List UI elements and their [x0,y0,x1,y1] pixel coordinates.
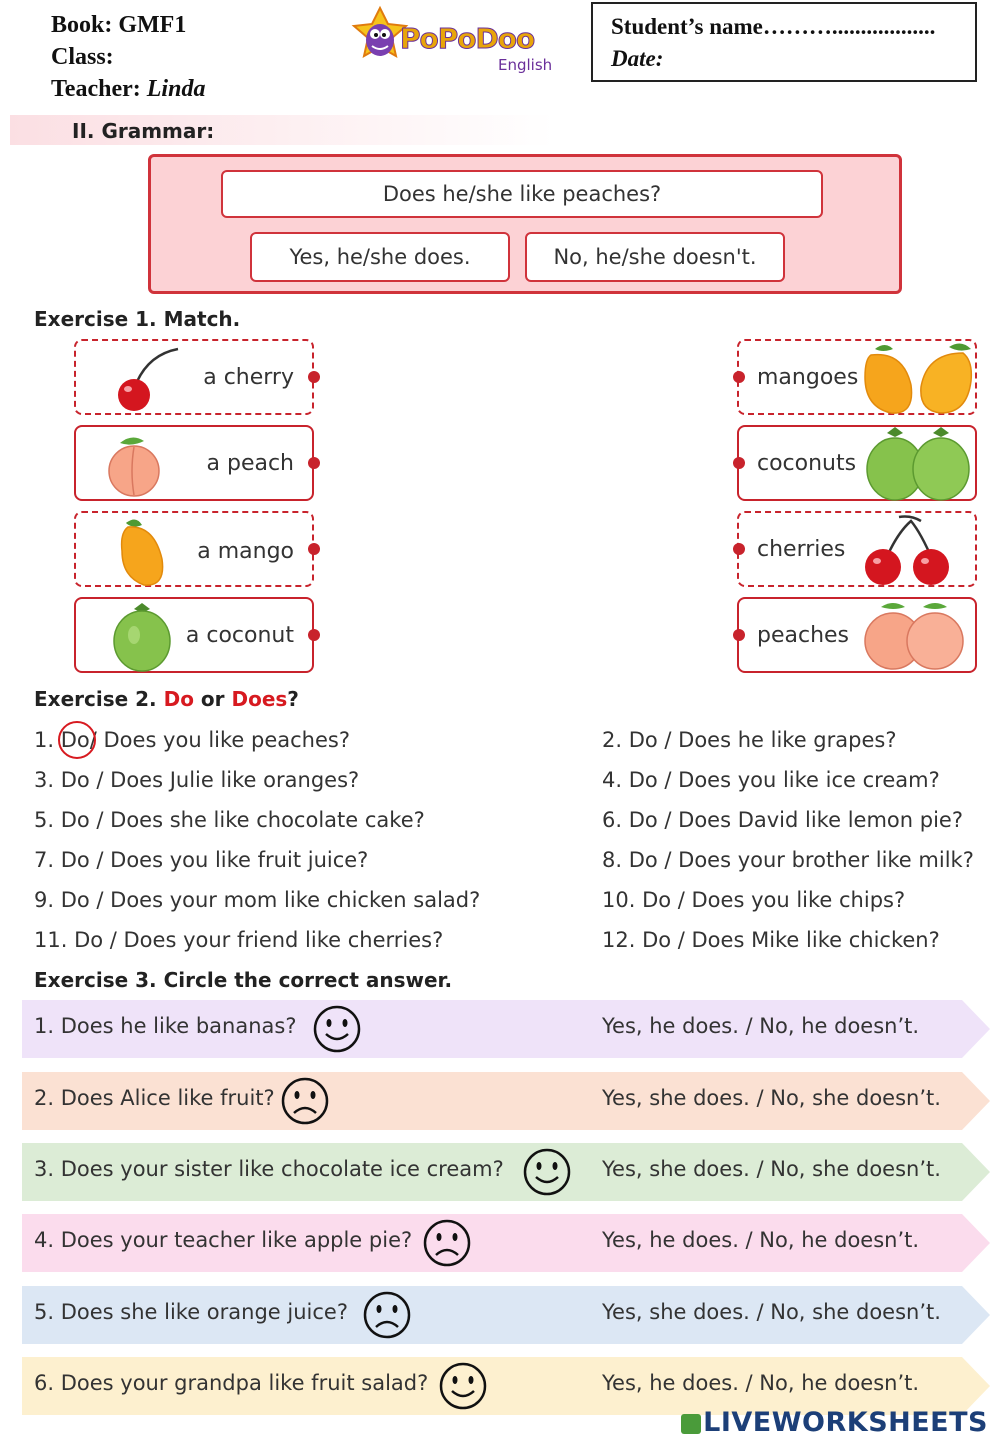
popodoo-logo [350,4,553,76]
question-text: 6. Does your grandpa like fruit salad? [34,1371,429,1395]
cherry-icon [106,345,186,413]
grammar-section-header [10,115,1000,145]
match-dot-left-4[interactable] [308,629,320,641]
student-name-field[interactable]: Student’s name……….................. [611,14,936,39]
answer-options[interactable]: Yes, he does. / No, he doesn’t. [602,1228,920,1252]
do-does-item[interactable]: 3. Do / Does Julie like oranges? [34,768,360,792]
match-label: a mango [197,539,294,564]
sad-face-icon [280,1076,330,1126]
peach-icon [100,431,170,499]
answer-circle-icon [55,718,101,762]
cherries-icon [859,513,959,589]
question-text: 5. Does she like orange juice? [34,1300,348,1324]
do-does-item[interactable]: 8. Do / Does your brother like milk? [602,848,974,872]
exercise2-title-prefix: Exercise 2. [34,687,164,711]
do-does-item[interactable]: 7. Do / Does you like fruit juice? [34,848,369,872]
exercise1-title: Exercise 1. Match. [34,307,241,331]
match-label: peaches [757,623,850,648]
exercise3-title: Exercise 3. Circle the correct answer. [34,968,453,992]
happy-face-icon [438,1361,488,1411]
match-left-item [74,425,314,501]
watermark-text: LIVEWORKSHEETS [703,1407,988,1438]
happy-face-icon [312,1004,362,1054]
circle-answer-row [22,1214,990,1272]
do-does-item[interactable]: 12. Do / Does Mike like chicken? [602,928,940,952]
answer-options[interactable]: Yes, she does. / No, she doesn’t. [602,1157,941,1181]
match-right-item [737,425,977,501]
question-text: 2. Does Alice like fruit? [34,1086,275,1110]
question-text: 4. Does your teacher like apple pie? [34,1228,413,1252]
match-left-item [74,597,314,673]
match-left-item [74,511,314,587]
book-value: GMF1 [118,12,187,38]
match-dot-left-1[interactable] [308,371,320,383]
student-info-box [591,2,977,82]
circled-answer[interactable] [61,728,90,752]
match-label: a coconut [185,623,294,648]
book-line [51,12,186,39]
match-dot-left-3[interactable] [308,543,320,555]
exercise2-title-q: ? [287,687,299,711]
question-text: 3. Does your sister like chocolate ice cream? [34,1157,504,1181]
logo-text: PoPoDoo [400,22,535,55]
answer-do: Do [60,728,90,752]
mangoes-icon [857,341,981,417]
exercise2-title-do: Do [163,687,194,711]
answer-options[interactable]: Yes, she does. / No, she doesn’t. [602,1300,941,1324]
mango-icon [106,515,176,587]
match-dot-right-1[interactable] [733,371,745,383]
circle-answer-row [22,1286,990,1344]
circle-answer-row [22,1000,990,1058]
liveworksheets-watermark [681,1407,988,1438]
answer-options[interactable]: Yes, he does. / No, he doesn’t. [602,1371,920,1395]
answer-options[interactable]: Yes, she does. / No, she doesn’t. [602,1086,941,1110]
do-does-item[interactable]: 6. Do / Does David like lemon pie? [602,808,963,832]
match-left-item [74,339,314,415]
item-number: 1. [34,728,61,752]
peaches-icon [859,599,971,675]
do-does-item[interactable]: 4. Do / Does you like ice cream? [602,768,940,792]
grammar-no-answer: No, he/she doesn't. [525,232,785,282]
do-does-item[interactable]: 5. Do / Does she like chocolate cake? [34,808,425,832]
match-right-item [737,339,977,415]
grammar-title: II. Grammar: [72,119,215,143]
do-does-item[interactable]: 9. Do / Does your mom like chicken salad? [34,888,481,912]
teacher-line [51,76,205,103]
grammar-question: Does he/she like peaches? [221,170,823,218]
sad-face-icon [362,1290,412,1340]
answer-options[interactable]: Yes, he does. / No, he doesn’t. [602,1014,920,1038]
coconuts-icon [863,427,975,503]
match-right-item [737,597,977,673]
sad-face-icon [422,1218,472,1268]
coconut-icon [110,601,174,673]
match-label: cherries [757,537,846,562]
logo-subtext: English [498,56,553,74]
circle-answer-row [22,1072,990,1130]
match-label: mangoes [757,365,859,390]
exercise2-title [34,687,299,711]
match-dot-right-2[interactable] [733,457,745,469]
exercise2-title-or: or [193,687,232,711]
question-text: 1. Does he like bananas? [34,1014,297,1038]
grammar-yes-answer: Yes, he/she does. [250,232,510,282]
match-dot-right-3[interactable] [733,543,745,555]
teacher-value: Linda [146,76,206,102]
class-label: Class: [51,44,114,70]
match-label: a peach [206,451,294,476]
match-dot-left-2[interactable] [308,457,320,469]
do-does-item[interactable]: 2. Do / Does he like grapes? [602,728,897,752]
teacher-label: Teacher: [51,76,141,102]
match-label: a cherry [203,365,294,390]
match-dot-right-4[interactable] [733,629,745,641]
liveworksheets-logo-icon [681,1414,701,1434]
exercise2-title-does: Does [231,687,288,711]
do-does-item[interactable] [34,728,350,752]
do-does-item[interactable]: 11. Do / Does your friend like cherries? [34,928,444,952]
book-label: Book: [51,12,113,38]
date-field[interactable]: Date: [611,46,664,71]
circle-answer-row [22,1143,990,1201]
match-label: coconuts [757,451,857,476]
do-does-item[interactable]: 10. Do / Does you like chips? [602,888,906,912]
happy-face-icon [522,1147,572,1197]
item-rest: / Does you like peaches? [89,728,350,752]
match-right-item [737,511,977,587]
grammar-box [148,154,902,294]
